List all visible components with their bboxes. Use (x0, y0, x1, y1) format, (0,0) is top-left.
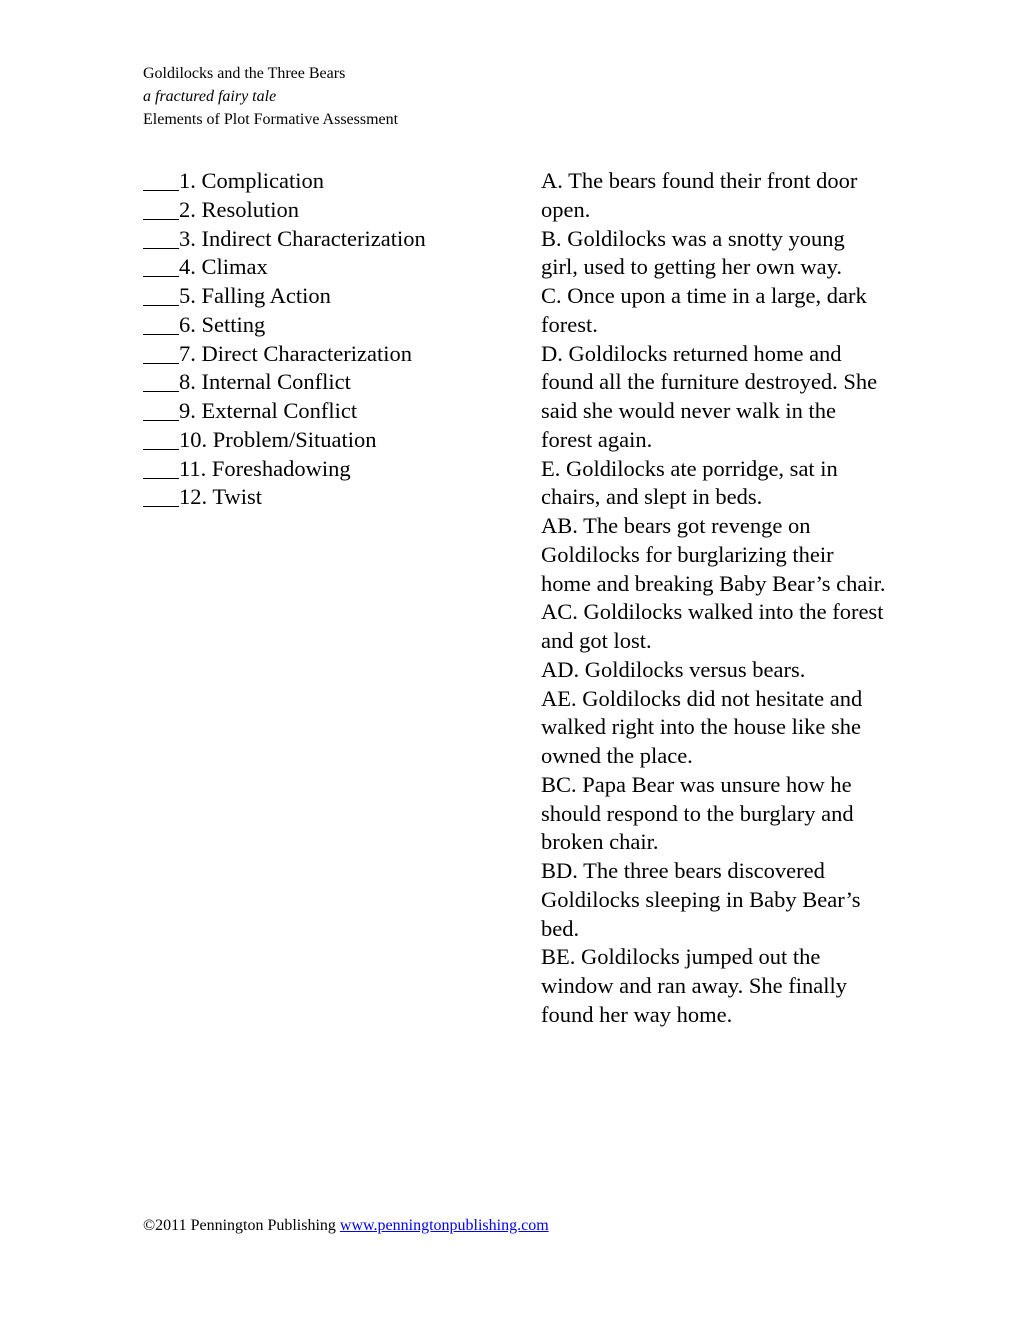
answer-blank[interactable] (143, 400, 179, 421)
term-item (143, 282, 523, 311)
assessment-title: Elements of Plot Formative Assessment (143, 111, 399, 128)
term-label: 10. Problem/Situation (179, 426, 377, 452)
answer-blank[interactable] (143, 371, 179, 392)
choice-item: B. Goldilocks was a snotty young girl, used to getting her own way. (541, 225, 845, 280)
answer-blank[interactable] (143, 486, 179, 507)
term-item (143, 253, 523, 282)
copyright-text: ©2011 Pennington Publishing (143, 1217, 340, 1234)
answer-blank[interactable] (143, 458, 179, 479)
answer-choices-list (541, 167, 886, 1030)
choice-item: AC. Goldilocks walked into the forest and got lost. (541, 599, 884, 653)
term-item (143, 311, 523, 340)
term-label: 7. Direct Characterization (179, 340, 413, 366)
term-label: 4. Climax (179, 254, 268, 280)
publisher-link[interactable]: www.penningtonpublishing.com (339, 1217, 549, 1234)
term-label: 5. Falling Action (179, 283, 331, 308)
document-subtitle: a fractured fairy tale (143, 88, 277, 105)
term-item (143, 167, 523, 196)
plot-terms-list (143, 167, 523, 512)
answer-blank[interactable] (143, 256, 179, 277)
term-item (143, 483, 523, 512)
answer-blank[interactable] (143, 170, 179, 191)
term-label: 3. Indirect Characterization (179, 225, 426, 251)
choice-item: D. Goldilocks returned home and found all the furniture destroyed. She said she would never walk in the forest again. (541, 340, 878, 452)
choice-item: A. The bears found their front door open. (541, 168, 858, 222)
term-item (143, 340, 523, 369)
term-label: 9. External Conflict (179, 398, 358, 423)
term-label: 8. Internal Conflict (179, 369, 351, 395)
choice-item: AB. The bears got revenge on Goldilocks for burglarizing their home and breaking Baby Bear’s chair. (541, 513, 886, 596)
answer-blank[interactable] (143, 343, 179, 364)
choice-item: BE. Goldilocks jumped out the window and ran away. She finally found her way home. (541, 944, 847, 1027)
term-item (143, 225, 523, 254)
choice-item: AD. Goldilocks versus bears. (541, 656, 806, 682)
document-footer (143, 1215, 549, 1237)
choice-item: BC. Papa Bear was unsure how he should respond to the burglary and broken chair. (541, 771, 854, 855)
choice-item: E. Goldilocks ate porridge, sat in chairs, and slept in beds. (541, 455, 838, 510)
document-header (143, 62, 398, 131)
term-item (143, 368, 523, 397)
term-item (143, 397, 523, 426)
term-item (143, 196, 523, 225)
term-label: 2. Resolution (179, 196, 300, 222)
term-item (143, 426, 523, 455)
term-item (143, 455, 523, 484)
term-label: 12. Twist (179, 484, 263, 510)
answer-blank[interactable] (143, 285, 179, 306)
choice-item: AE. Goldilocks did not hesitate and walked right into the house like she owned the place. (541, 685, 863, 768)
choice-item: BD. The three bears discovered Goldilocks sleeping in Baby Bear’s bed. (541, 858, 861, 941)
term-label: 6. Setting (179, 311, 266, 337)
answer-blank[interactable] (143, 314, 179, 335)
answer-blank[interactable] (143, 228, 179, 249)
document-title: Goldilocks and the Three Bears (143, 65, 346, 82)
term-label: 11. Foreshadowing (179, 455, 351, 481)
answer-blank[interactable] (143, 199, 179, 220)
answer-blank[interactable] (143, 429, 179, 450)
choice-item: C. Once upon a time in a large, dark forest. (541, 283, 867, 337)
term-label: 1. Complication (179, 168, 324, 193)
